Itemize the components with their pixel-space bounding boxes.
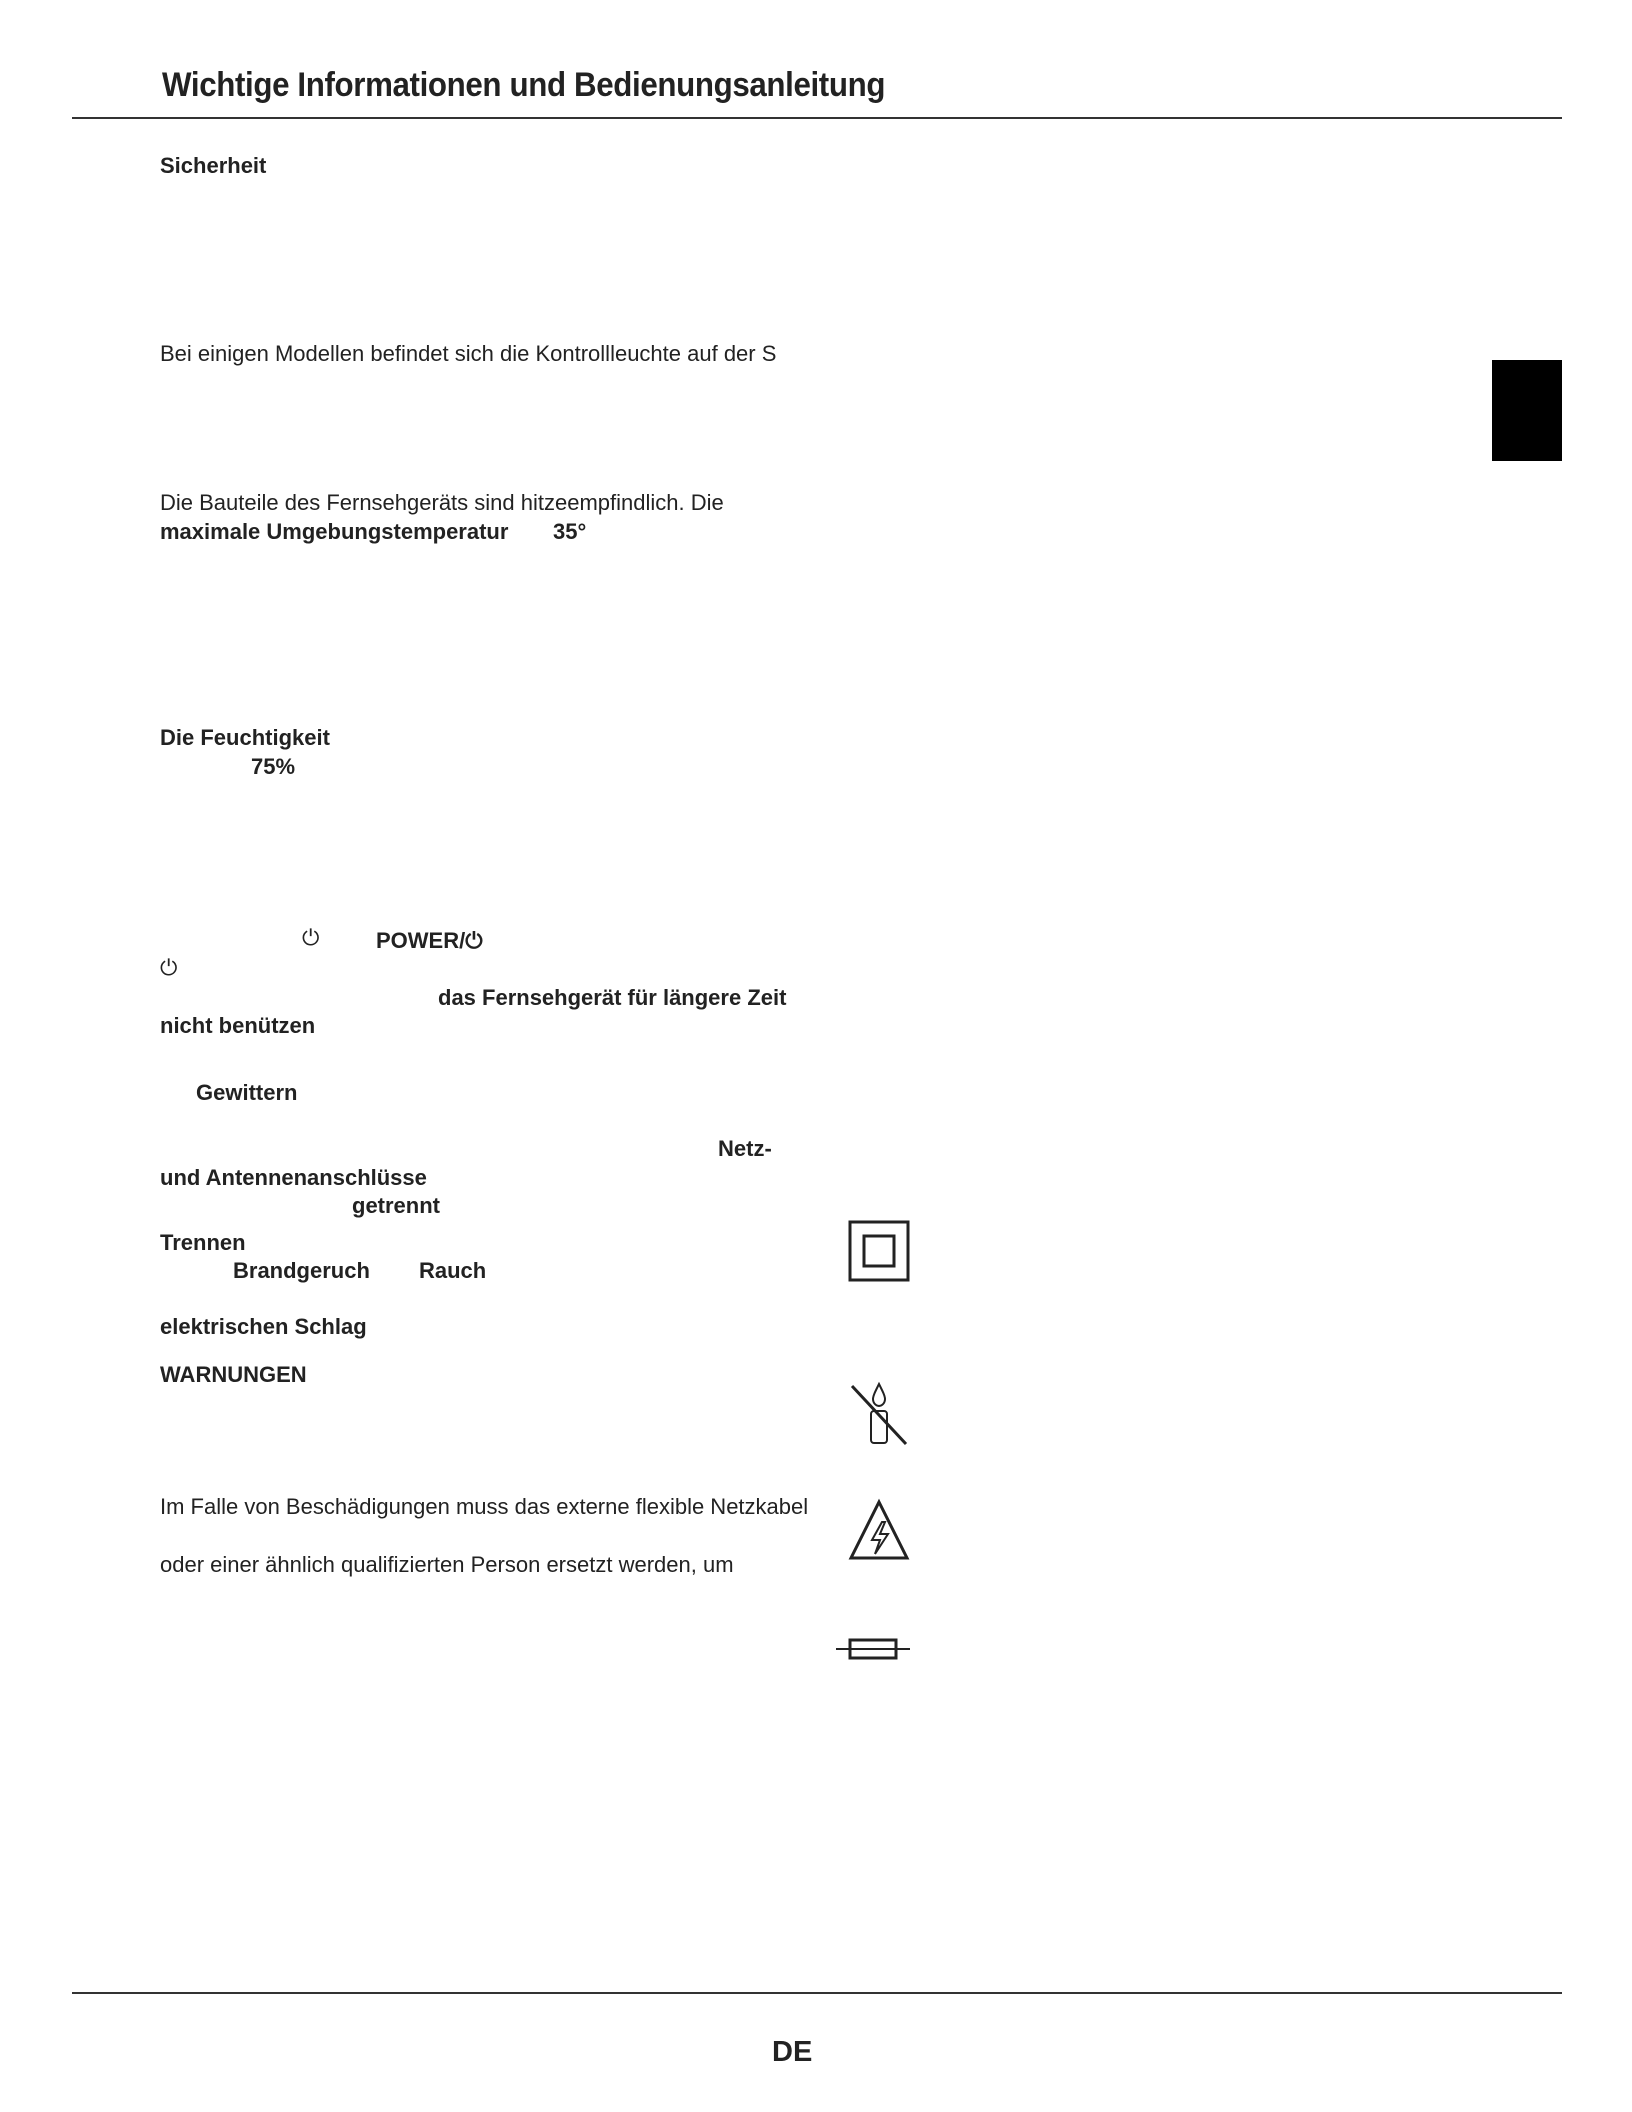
max-temp-value: 35° bbox=[553, 519, 587, 544]
safety-heading: Sicherheit bbox=[160, 153, 267, 178]
burn-smell-text: Brandgeruch bbox=[233, 1258, 370, 1283]
fuse-icon bbox=[836, 1636, 910, 1662]
smoke-text: Rauch bbox=[419, 1258, 487, 1283]
disconnected-text: getrennt bbox=[352, 1193, 440, 1218]
header-divider bbox=[72, 117, 1562, 119]
max-temp-label: maximale Umgebungstemperatur bbox=[160, 519, 509, 544]
replace-text: oder einer ähnlich qualifizierten Person ersetzt werden, um bbox=[160, 1552, 734, 1577]
electric-shock-text: elektrischen Schlag bbox=[160, 1314, 367, 1339]
netz-text: Netz- bbox=[718, 1136, 772, 1161]
not-use-text: nicht benützen bbox=[160, 1013, 316, 1038]
no-open-flame-icon bbox=[848, 1380, 910, 1446]
thunder-text: Gewittern bbox=[196, 1080, 298, 1105]
page-title: Wichtige Informationen und Bedienungsanleitung bbox=[162, 66, 886, 104]
indicator-text: Bei einigen Modellen befindet sich die Kontrollleuchte auf der S bbox=[160, 341, 777, 366]
footer-divider bbox=[72, 1992, 1562, 1994]
disconnect-text: Trennen bbox=[160, 1230, 246, 1255]
warnings-heading: WARNUNGEN bbox=[160, 1362, 307, 1387]
humidity-label: Die Feuchtigkeit bbox=[160, 725, 330, 750]
power-icon: ⏻ bbox=[302, 926, 320, 951]
standby-icon: ⏻ bbox=[160, 956, 178, 981]
page-language-code: DE bbox=[772, 2036, 813, 2068]
high-voltage-warning-icon bbox=[848, 1498, 910, 1562]
antenna-text: und Antennenanschlüsse bbox=[160, 1165, 427, 1190]
humidity-value: 75% bbox=[251, 754, 296, 779]
damage-text: Im Falle von Beschädigungen muss das externe flexible Netzkabel bbox=[160, 1494, 809, 1519]
section-tab-marker bbox=[1492, 360, 1562, 461]
double-insulation-icon bbox=[848, 1220, 910, 1282]
heat-text: Die Bauteile des Fernsehgeräts sind hitzeempfindlich. Die bbox=[160, 490, 724, 515]
long-time-text: das Fernsehgerät für längere Zeit bbox=[438, 985, 787, 1010]
power-button-label: POWER/⏻ bbox=[376, 928, 483, 953]
